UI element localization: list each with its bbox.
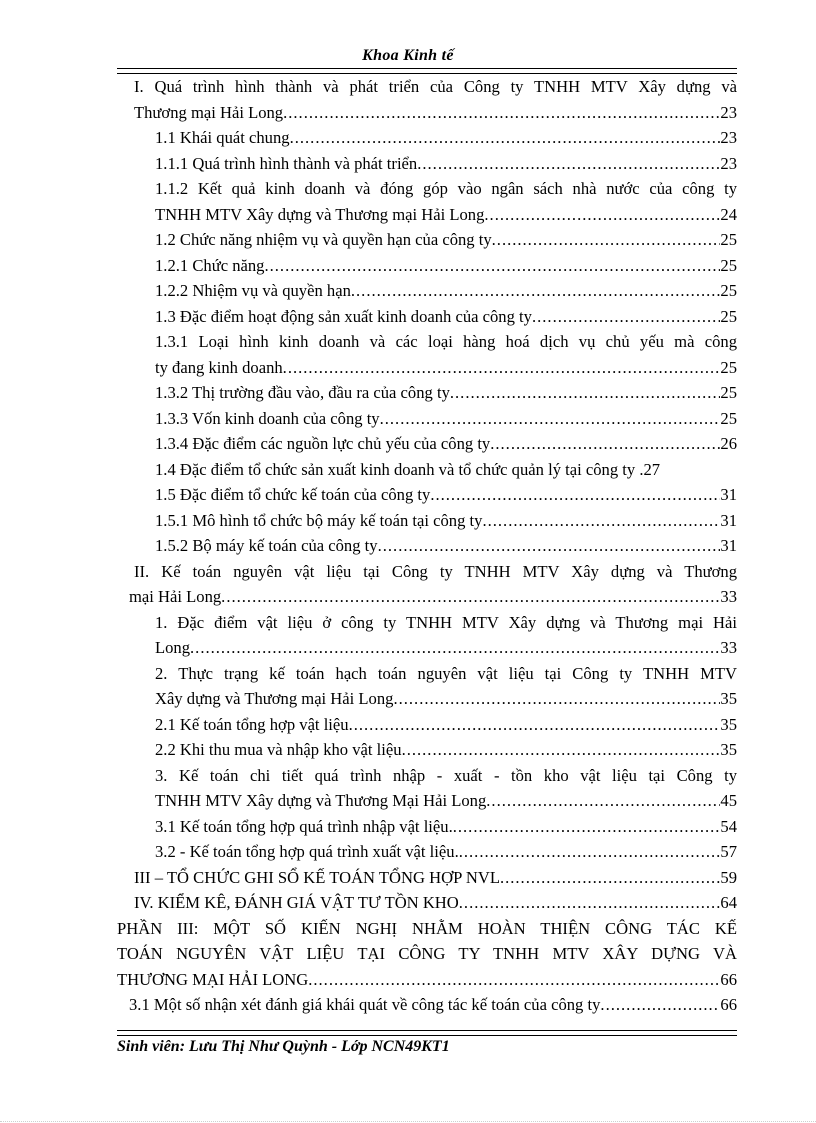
toc-line-text: III – TỔ CHỨC GHI SỔ KẾ TOÁN TỔNG HỢP NVL bbox=[134, 867, 500, 887]
toc-page-number: 23 bbox=[720, 102, 737, 122]
toc-line bbox=[117, 559, 737, 585]
toc-line-text: II. Kế toán nguyên vật liệu tại Công ty TNHH MTV Xây dựng và Thương bbox=[134, 561, 737, 581]
toc-line-text: 3.1 Kế toán tổng hợp quá trình nhập vật liệu. bbox=[155, 816, 453, 836]
toc-line bbox=[117, 865, 737, 891]
toc-line bbox=[117, 329, 737, 355]
toc-page-number: 35 bbox=[720, 714, 737, 734]
page-bottom-border bbox=[0, 1121, 816, 1122]
toc-page-number: 33 bbox=[720, 638, 737, 657]
toc-dot-leader bbox=[490, 431, 720, 457]
toc-line-text: THƯƠNG MẠI HẢI LONG bbox=[117, 969, 309, 989]
toc-dot-leader bbox=[378, 533, 721, 559]
toc-page-number: 54 bbox=[720, 816, 737, 836]
toc-dot-leader bbox=[453, 814, 721, 840]
toc-line bbox=[117, 737, 737, 763]
toc-line bbox=[117, 533, 737, 559]
toc-dot-leader bbox=[283, 355, 721, 381]
toc-line-text: PHẦN III: MỘT SỐ KIẾN NGHỊ NHẰM HOÀN THIỆN CÔNG TÁC KẾ bbox=[117, 918, 737, 938]
toc-dot-leader bbox=[450, 380, 721, 406]
toc-line bbox=[117, 406, 737, 432]
toc-page-number: 25 bbox=[720, 281, 737, 300]
toc-dot-leader bbox=[221, 584, 720, 610]
toc-dot-leader bbox=[600, 992, 720, 1018]
toc-line bbox=[117, 227, 737, 253]
toc-line bbox=[117, 941, 737, 967]
toc-line bbox=[117, 661, 737, 687]
toc-line-text: Xây dựng và Thương mại Hải Long bbox=[155, 689, 394, 708]
toc-line bbox=[117, 814, 737, 840]
toc-page-number: 66 bbox=[720, 969, 737, 989]
toc-line-text: 1.3 Đặc điểm hoạt động sản xuất kinh doanh của công ty bbox=[155, 306, 532, 326]
toc-line bbox=[117, 610, 737, 636]
toc-line bbox=[117, 278, 737, 304]
toc-dot-leader bbox=[402, 737, 721, 763]
toc-line bbox=[117, 431, 737, 457]
toc-line-text: 1.4 Đặc điểm tổ chức sản xuất kinh doanh và tổ chức quản lý tại công ty . bbox=[155, 459, 644, 479]
toc-page-number: 31 bbox=[720, 510, 737, 530]
toc-page-number: 25 bbox=[720, 306, 737, 326]
toc-line bbox=[117, 482, 737, 508]
toc-page-number: 31 bbox=[720, 536, 737, 555]
page-header-title: Khoa Kinh tế bbox=[362, 47, 454, 64]
toc-dot-leader bbox=[351, 278, 721, 304]
toc-page-number: 25 bbox=[720, 383, 737, 402]
toc-line-text: 1.3.2 Thị trường đầu vào, đầu ra của công ty bbox=[155, 383, 450, 402]
toc-line-text: 1.3.4 Đặc điểm các nguồn lực chủ yếu của công ty bbox=[155, 434, 491, 453]
toc-line-text: mại Hải Long bbox=[129, 587, 222, 606]
toc-line bbox=[117, 253, 737, 279]
toc-line-text: TNHH MTV Xây dựng và Thương Mại Hải Long bbox=[155, 791, 487, 810]
toc-dot-leader bbox=[290, 125, 721, 151]
toc-page-number: 24 bbox=[720, 204, 737, 224]
toc-dot-leader bbox=[430, 482, 720, 508]
toc-line-text: TOÁN NGUYÊN VẬT LIỆU TẠI CÔNG TY TNHH MTV XÂY DỰNG VÀ bbox=[117, 944, 737, 963]
toc-page-number: 25 bbox=[720, 230, 737, 249]
toc-page-number: 45 bbox=[720, 791, 737, 810]
toc-line bbox=[117, 457, 737, 483]
toc-line-text: 1.5.2 Bộ máy kế toán của công ty bbox=[155, 536, 378, 555]
toc-line-text: 1.5 Đặc điểm tổ chức kế toán của công ty bbox=[155, 485, 431, 504]
footer-rule bbox=[117, 1030, 737, 1036]
toc-line-text: 2.1 Kế toán tổng hợp vật liệu bbox=[155, 714, 349, 734]
toc-line-text: 2. Thực trạng kế toán hạch toán nguyên vật liệu tại Công ty TNHH MTV bbox=[155, 663, 737, 683]
toc-line bbox=[117, 967, 737, 993]
toc-line bbox=[117, 839, 737, 865]
toc-line bbox=[117, 992, 737, 1018]
toc-page-number: 64 bbox=[720, 893, 737, 912]
toc-line-text: TNHH MTV Xây dựng và Thương mại Hải Long bbox=[155, 204, 485, 224]
toc-dot-leader bbox=[486, 788, 720, 814]
toc-line bbox=[117, 151, 737, 177]
toc-page-number: 23 bbox=[720, 128, 737, 147]
toc-page-number: 27 bbox=[643, 459, 661, 479]
page-footer-text: Sinh viên: Lưu Thị Như Quỳnh - Lớp NCN49KT1 bbox=[117, 1038, 450, 1055]
toc-page-number: 66 bbox=[720, 995, 737, 1014]
toc-dot-leader bbox=[459, 839, 721, 865]
toc-line-text: 1.2 Chức năng nhiệm vụ và quyền hạn của công ty bbox=[155, 230, 492, 249]
toc-page-number: 59 bbox=[720, 867, 737, 887]
toc-line-text: Long bbox=[155, 638, 191, 657]
toc-dot-leader bbox=[349, 712, 721, 738]
toc-dot-leader bbox=[380, 406, 721, 432]
toc-dot-leader bbox=[393, 686, 720, 712]
toc-page-number: 33 bbox=[720, 587, 737, 606]
toc-line-text: 1.1 Khái quát chung bbox=[155, 128, 290, 147]
toc-line bbox=[117, 916, 737, 942]
toc-dot-leader bbox=[190, 635, 720, 661]
toc-line-text: Thương mại Hải Long bbox=[134, 102, 284, 122]
toc-line-text: 1.5.1 Mô hình tổ chức bộ máy kế toán tại công ty bbox=[155, 510, 483, 530]
toc-dot-leader bbox=[492, 227, 721, 253]
toc-line bbox=[117, 584, 737, 610]
toc-line bbox=[117, 176, 737, 202]
toc-line-text: 3.1 Một số nhận xét đánh giá khái quát về công tác kế toán của công ty bbox=[129, 995, 601, 1014]
toc-dot-leader bbox=[459, 890, 721, 916]
toc-dot-leader bbox=[283, 100, 720, 126]
toc-line bbox=[117, 635, 737, 661]
toc-dot-leader bbox=[264, 253, 720, 279]
toc-line-text: 1.1.2 Kết quả kinh doanh và đóng góp vào ngân sách nhà nước của công ty bbox=[155, 179, 737, 198]
toc-line bbox=[117, 712, 737, 738]
toc-line-text: 3.2 - Kế toán tổng hợp quá trình xuất vật liệu. bbox=[155, 842, 459, 861]
toc-line-text: I. Quá trình hình thành và phát triển của Công ty TNHH MTV Xây dựng và bbox=[134, 77, 737, 96]
toc-dot-leader bbox=[482, 508, 720, 534]
table-of-contents bbox=[117, 74, 737, 1018]
toc-line bbox=[117, 788, 737, 814]
toc-page-number: 25 bbox=[720, 408, 737, 428]
toc-line-text: 1.3.3 Vốn kinh doanh của công ty bbox=[155, 408, 380, 428]
toc-line-text: 1.3.1 Loại hình kinh doanh và các loại hàng hoá dịch vụ chủ yếu mà công bbox=[155, 332, 737, 351]
toc-page-number: 35 bbox=[720, 740, 737, 759]
toc-page-number: 57 bbox=[720, 842, 737, 861]
toc-line bbox=[117, 686, 737, 712]
toc-dot-leader bbox=[308, 967, 720, 993]
toc-page-number: 23 bbox=[720, 153, 737, 173]
toc-line bbox=[117, 100, 737, 126]
toc-line-text: 1.2.1 Chức năng bbox=[155, 255, 265, 275]
toc-line bbox=[117, 202, 737, 228]
toc-line bbox=[117, 74, 737, 100]
toc-line-text: 3. Kế toán chi tiết quá trình nhập - xuất - tồn kho vật liệu tại Công ty bbox=[155, 765, 737, 785]
toc-dot-leader bbox=[417, 151, 720, 177]
toc-line bbox=[117, 380, 737, 406]
toc-line-text: 1.2.2 Nhiệm vụ và quyền hạn bbox=[155, 281, 351, 300]
toc-page-number: 25 bbox=[720, 357, 737, 377]
toc-page-number: 35 bbox=[720, 689, 737, 708]
toc-line bbox=[117, 125, 737, 151]
toc-line-text: ty đang kinh doanh bbox=[155, 357, 283, 377]
toc-line-text: IV. KIỂM KÊ, ĐÁNH GIÁ VẬT TƯ TỒN KHO bbox=[134, 893, 459, 912]
toc-line-text: 1.1.1 Quá trình hình thành và phát triển bbox=[155, 153, 418, 173]
toc-line-text: 2.2 Khi thu mua và nhập kho vật liệu bbox=[155, 740, 402, 759]
toc-line-text: 1. Đặc điểm vật liệu ở công ty TNHH MTV Xây dựng và Thương mại Hải bbox=[155, 612, 737, 632]
toc-line bbox=[117, 355, 737, 381]
toc-dot-leader bbox=[500, 865, 720, 891]
toc-line bbox=[117, 763, 737, 789]
toc-line bbox=[117, 890, 737, 916]
toc-page-number: 26 bbox=[720, 434, 737, 453]
toc-page-number: 25 bbox=[720, 255, 737, 275]
toc-dot-leader bbox=[484, 202, 720, 228]
toc-line bbox=[117, 304, 737, 330]
toc-line bbox=[117, 508, 737, 534]
toc-dot-leader bbox=[532, 304, 720, 330]
toc-page-number: 31 bbox=[720, 485, 737, 504]
